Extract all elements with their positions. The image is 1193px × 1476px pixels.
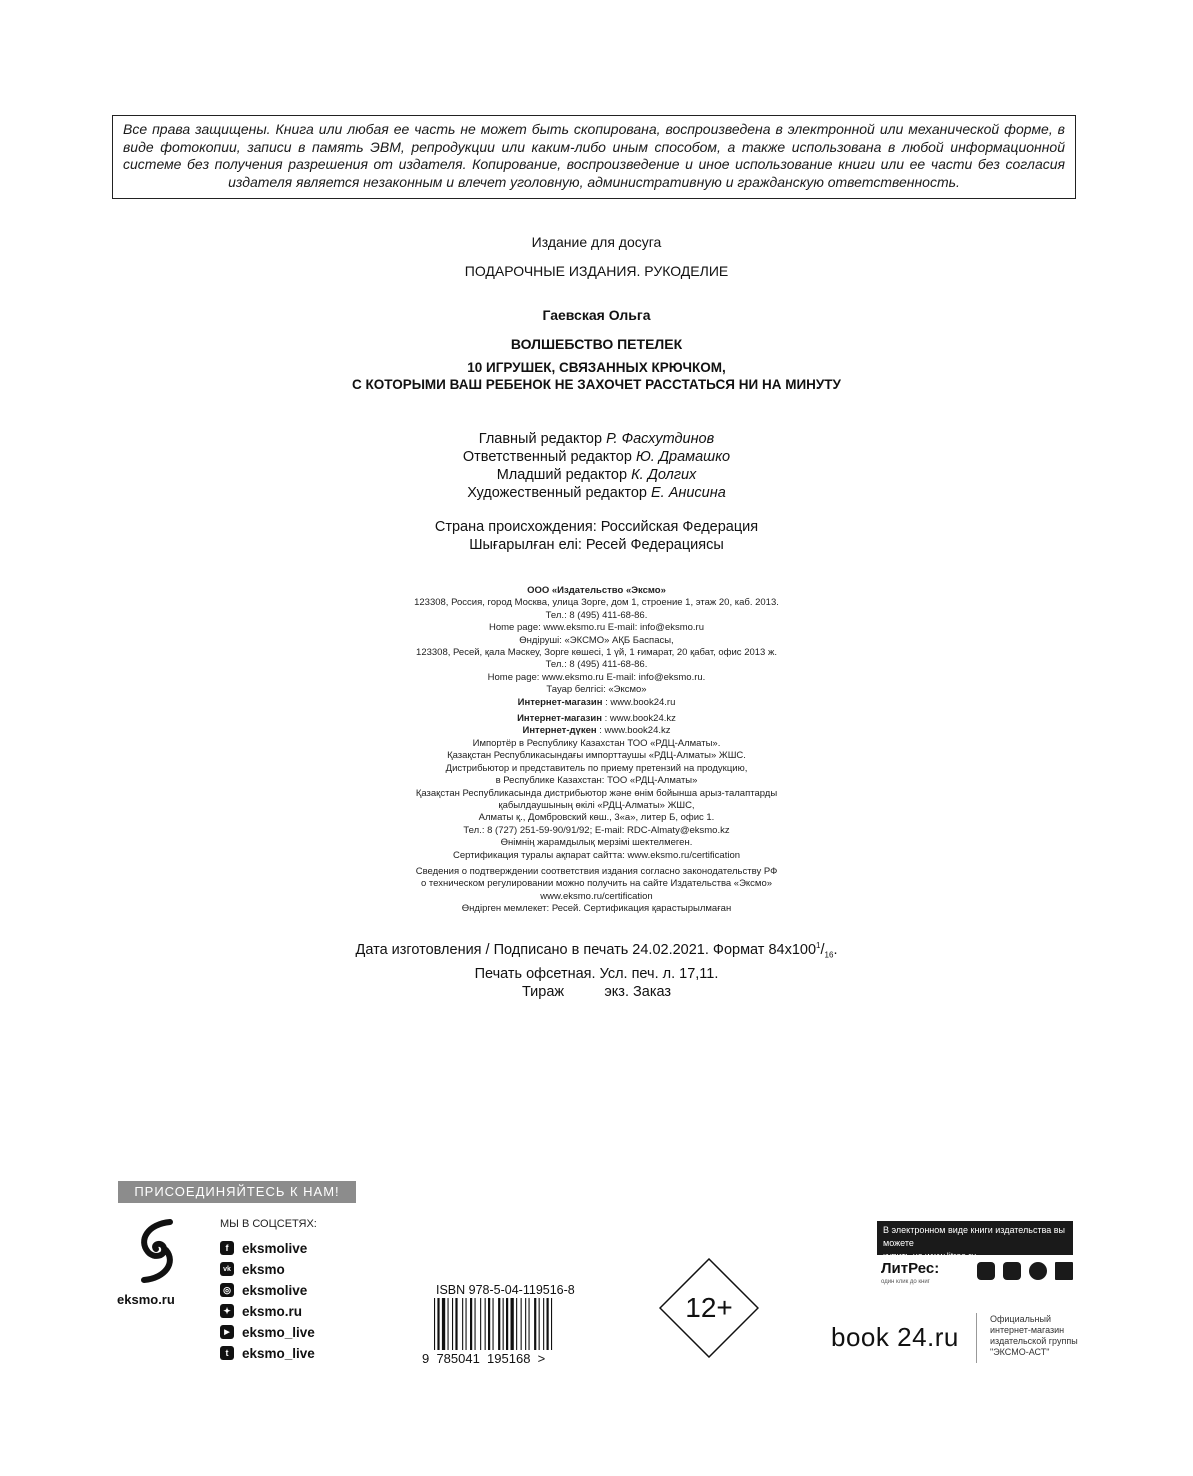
book24-description: Официальный интернет-магазин издательской группы "ЭКСМО-АСТ" [990, 1314, 1078, 1357]
shop-kz-dukan: Интернет-дүкен : www.book24.kz [522, 725, 671, 737]
social-title: МЫ В СОЦСЕТЯХ: [220, 1218, 317, 1230]
barcode-bar [437, 1298, 439, 1350]
author: Гаевская Ольга [542, 307, 651, 323]
windows-phone-icon [1029, 1262, 1047, 1280]
barcode-bar [551, 1298, 552, 1350]
publisher-imprint: ООО «Издательство «Эксмо» 123308, Россия, город Москва, улица Зорге, дом 1, строение 1, этаж 20, каб. 2013. Тел.: 8 (495) 411-68-86. Home page: www.eksmo.ru E-mail: info@eksmo.ru Өндіруші: «ЭКСМО» АҚБ Баспасы, 123308, Ресей, қала Мәскеу, Зорге көшесі, 1 үй, 1 ғимарат, 20 қабат, офис 2013 ж. Тел.: 8 (495) 411-68-86. Home page: www.eksmo.ru E-mail: info@eksmo.ru. Тауар белгісі: «Эксмо» Интернет-магазин : www.book24.ru Интернет-магазин : www.book24.kz Интернет-дүкен : www.book24.kz Импортёр в Республику Казахстан ТОО «РДЦ-Алматы». Қазақстан Республикасындағы импорттаушы «РДЦ-Алматы» ЖШС. Дистрибьютор и представитель по приему претензий на продукцию, в Республике Казахстан: ТОО «РДЦ-Алматы» Қазақстан Республикасында дистрибьютор және өнім бойынша арыз-талаптарды қабылдаушының өкілі «РДЦ-Алматы» ЖШС, Алматы қ., Домбровский көш., 3«а», литер Б, офис 1. Тел.: 8 (727) 251-59-90/91/92; E-mail: RDC-Almaty@eksmo.kz Өнімнің жарамдылық мерзімі шектелмеген. Сертификация туралы ақпарат сайтта: www.eksmo.ru/certification Сведения о подтверждении соответствия издания согласно законодательству РФ о техническом регулировании можно получить на сайте Издательства «Эксмо» www.eksmo.ru/certification Өндірген мемлекет: Ресей. Сертификация қарастырылмаған [0, 585, 1193, 916]
barcode-bar [525, 1298, 526, 1350]
barcode-bar [442, 1298, 445, 1350]
barcode-digits: 9 785041 195168 > [422, 1351, 546, 1366]
barcode-bar [529, 1298, 530, 1350]
litres-banner[interactable]: В электронном виде книги издательства вы можете купить на www.litres.ru [877, 1221, 1073, 1255]
windows-icon [1055, 1262, 1073, 1280]
barcode-bar [470, 1298, 472, 1350]
vk-icon: vk [220, 1262, 234, 1276]
edition-type: Издание для досуга [531, 234, 662, 250]
barcode-bar [480, 1298, 481, 1350]
android-icon [1003, 1262, 1021, 1280]
eksmo-site-link[interactable]: eksmo.ru [117, 1292, 175, 1307]
barcode-bar [534, 1298, 536, 1350]
barcode-bar [516, 1298, 517, 1350]
editor-line: Главный редактор Р. Фасхутдинов [478, 431, 715, 447]
series-name: ПОДАРОЧНЫЕ ИЗДАНИЯ. РУКОДЕЛИЕ [464, 263, 729, 279]
litres-logo: ЛитРес: [881, 1260, 940, 1277]
barcode-bar [506, 1298, 508, 1350]
facebook-icon: f [220, 1241, 234, 1255]
barcode-icon [420, 1298, 600, 1366]
barcode-bar [498, 1298, 500, 1350]
youtube-icon: ▶ [220, 1325, 234, 1339]
barcode-bar [452, 1298, 453, 1350]
barcode-bar [539, 1298, 540, 1350]
social-item-eksmo[interactable]: ✦ eksmo.ru [220, 1302, 302, 1320]
print-info [0, 937, 1193, 1001]
social-item-facebook[interactable]: f eksmolive [220, 1239, 307, 1257]
subtitle-line1: 10 ИГРУШЕК, СВЯЗАННЫХ КРЮЧКОМ, [467, 360, 726, 375]
book24-logo: book 24.ru [831, 1322, 959, 1352]
print-method: Печать офсетная. Усл. печ. л. 17,11. [474, 965, 719, 982]
instagram-icon: ◎ [220, 1283, 234, 1297]
print-date-format: Дата изготовления / Подписано в печать 24.02.2021. Формат $84x100^1/_{16}$. [355, 941, 838, 960]
editor-line: Художественный редактор Е. Анисина [467, 485, 726, 501]
origin-country-ru: Страна происхождения: Российская Федерация [434, 519, 759, 535]
barcode-bar [475, 1298, 476, 1350]
shop-ru: Интернет-магазин : www.book24.ru [517, 696, 676, 708]
print-run: Тираж экз. Заказ [521, 983, 672, 1000]
barcode-bar [466, 1298, 467, 1350]
join-us-banner: ПРИСОЕДИНЯЙТЕСЬ К НАМ! [118, 1181, 356, 1203]
divider [976, 1313, 977, 1363]
barcode-bar [493, 1298, 494, 1350]
barcode-bar [455, 1298, 457, 1350]
barcode-bar [448, 1298, 449, 1350]
social-item-instagram[interactable]: ◎ eksmolive [220, 1281, 307, 1299]
barcode-bar [547, 1298, 549, 1350]
barcode-bar [511, 1298, 514, 1350]
social-item-vk[interactable]: vk eksmo [220, 1260, 285, 1278]
editors-list [0, 430, 1193, 502]
shop-kz: Интернет-магазин : www.book24.kz [517, 713, 676, 725]
rights-notice-box [112, 115, 1076, 199]
barcode-bar [488, 1298, 490, 1350]
rights-notice: Все права защищены. Книга или любая ее часть не может быть скопирована, воспроизведена в электронной или механической форме, в виде фотокопии, записи в память ЭВМ, репродукции или каким-либо иным способом, а также использована в любой информационной системе без получения разрешения от издателя. Копирование, воспроизведение и иное использование книги или ее части без согласия издателя является незаконным и влечет уголовную, административную и гражданскую ответственность. [123, 121, 1065, 190]
subtitle-line2: С КОТОРЫМИ ВАШ РЕБЕНОК НЕ ЗАХОЧЕТ РАССТАТЬСЯ НИ НА МИНУТУ [352, 377, 841, 392]
age-rating: 12+ [685, 1292, 733, 1323]
publisher-name: ООО «Издательство «Эксмо» [527, 585, 666, 596]
barcode-bar [485, 1298, 486, 1350]
litres-tagline: один клик до книг [881, 1279, 930, 1285]
twitter-icon: t [220, 1346, 234, 1360]
barcode-bar [521, 1298, 522, 1350]
social-item-youtube[interactable]: ▶ eksmo_live [220, 1323, 315, 1341]
eksmo-logo-icon [134, 1216, 180, 1286]
origin-country-kz: Шығарылған елі: Ресей Федерациясы [469, 537, 724, 553]
isbn: ISBN 978-5-04-119516-8 [436, 1283, 575, 1297]
apple-icon [977, 1262, 995, 1280]
barcode-bar [543, 1298, 544, 1350]
barcode-bar [462, 1298, 463, 1350]
barcode-bar [503, 1298, 504, 1350]
eksmo-icon: ✦ [220, 1304, 234, 1318]
editor-line: Младший редактор К. Долгих [496, 467, 697, 483]
barcode-bar [434, 1298, 435, 1350]
social-item-twitter[interactable]: t eksmo_live [220, 1344, 315, 1362]
editor-line: Ответственный редактор Ю. Драмашко [462, 449, 731, 465]
book-title: ВОЛШЕБСТВО ПЕТЕЛЕК [510, 336, 683, 352]
